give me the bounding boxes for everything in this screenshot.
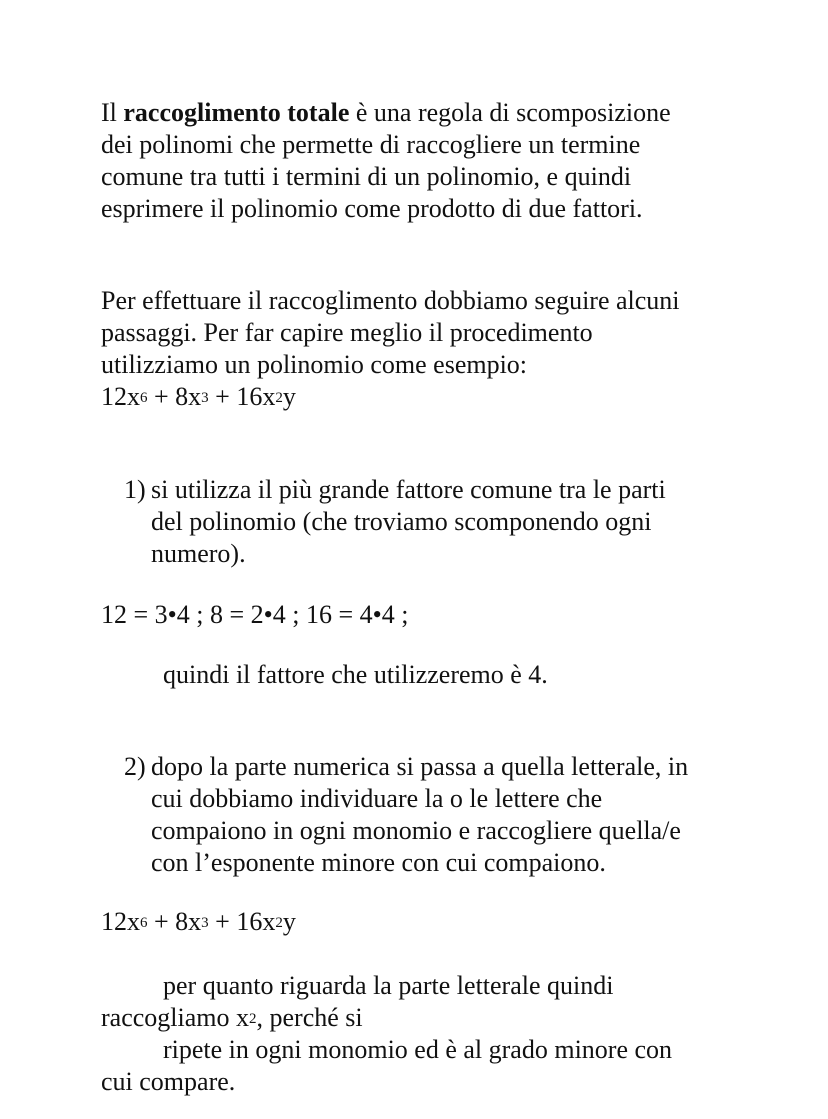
factorization-text: 12 = 3•4 ; 8 = 2•4 ; 16 = 4•4 ; — [101, 600, 409, 629]
poly-exp-2: 3 — [201, 390, 209, 406]
intro-line-3: comune tra tutti i termini di un polinomio, e quindi — [101, 162, 632, 191]
step-1-line-3: numero). — [151, 539, 246, 568]
poly-term-3: + 16x — [208, 382, 276, 411]
intro-line-1-rest: è una regola di scomposizione — [349, 98, 671, 127]
poly2-term-1: 12x — [101, 907, 140, 936]
intro-prefix: Il — [101, 98, 124, 127]
poly2-exp-2: 3 — [201, 915, 209, 931]
step-2-line-4: con l’esponente minore con cui compaiono. — [151, 848, 606, 877]
literal-line-3: ripete in ogni monomio ed è al grado minore con — [163, 1035, 673, 1064]
step-2-text — [151, 751, 688, 879]
steps-intro-line-2: passaggi. Per far capire meglio il procedimento — [101, 318, 593, 347]
poly-term-2: + 8x — [147, 382, 202, 411]
poly2-tail: y — [282, 907, 296, 936]
intro-paragraph — [101, 97, 741, 225]
literal-line-2-prefix: raccogliamo x — [101, 1003, 249, 1032]
list-number-2: 2) — [124, 752, 146, 781]
poly2-term-3: + 16x — [208, 907, 276, 936]
steps-intro-paragraph — [101, 285, 741, 381]
steps-intro-line-3: utilizziamo un polinomio come esempio: — [101, 350, 528, 379]
list-number-1: 1) — [124, 475, 146, 504]
factorization-line — [101, 599, 741, 631]
literal-line-2 — [101, 1002, 741, 1034]
polynomial-example-repeat — [101, 906, 741, 938]
poly2-exp-3: 2 — [275, 915, 283, 931]
literal-line-4: cui compare. — [101, 1067, 236, 1096]
literal-line-2-exp: 2 — [249, 1011, 257, 1027]
intro-line-4: esprimere il polinomio come prodotto di due fattori. — [101, 194, 643, 223]
poly-term-1: 12x — [101, 382, 140, 411]
literal-part-paragraph — [101, 970, 741, 1098]
intro-line-1 — [101, 97, 741, 129]
step-2-line-2: cui dobbiamo individuare la o le lettere che — [151, 784, 603, 813]
poly-exp-3: 2 — [275, 390, 283, 406]
poly2-exp-1: 6 — [140, 915, 148, 931]
literal-line-2-suffix: , perché si — [256, 1003, 363, 1032]
poly2-term-2: + 8x — [147, 907, 202, 936]
poly-tail: y — [282, 382, 296, 411]
polynomial-example — [101, 381, 741, 413]
factor-conclusion — [163, 659, 803, 691]
literal-line-1: per quanto riguarda la parte letterale quindi — [163, 971, 614, 1000]
step-1-text — [151, 474, 666, 570]
step-2-line-3: compaiono in ogni monomio e raccogliere quella/e — [151, 816, 681, 845]
factor-conclusion-text: quindi il fattore che utilizzeremo è 4. — [163, 660, 548, 689]
poly-exp-1: 6 — [140, 390, 148, 406]
step-2-line-1: dopo la parte numerica si passa a quella letterale, in — [151, 752, 689, 781]
intro-term-bold: raccoglimento totale — [123, 98, 350, 127]
intro-line-2: dei polinomi che permette di raccogliere un termine — [101, 130, 641, 159]
step-1-line-2: del polinomio (che troviamo scomponendo ogni — [151, 507, 652, 536]
steps-intro-line-1: Per effettuare il raccoglimento dobbiamo seguire alcuni — [101, 286, 680, 315]
step-1-line-1: si utilizza il più grande fattore comune tra le parti — [151, 475, 666, 504]
